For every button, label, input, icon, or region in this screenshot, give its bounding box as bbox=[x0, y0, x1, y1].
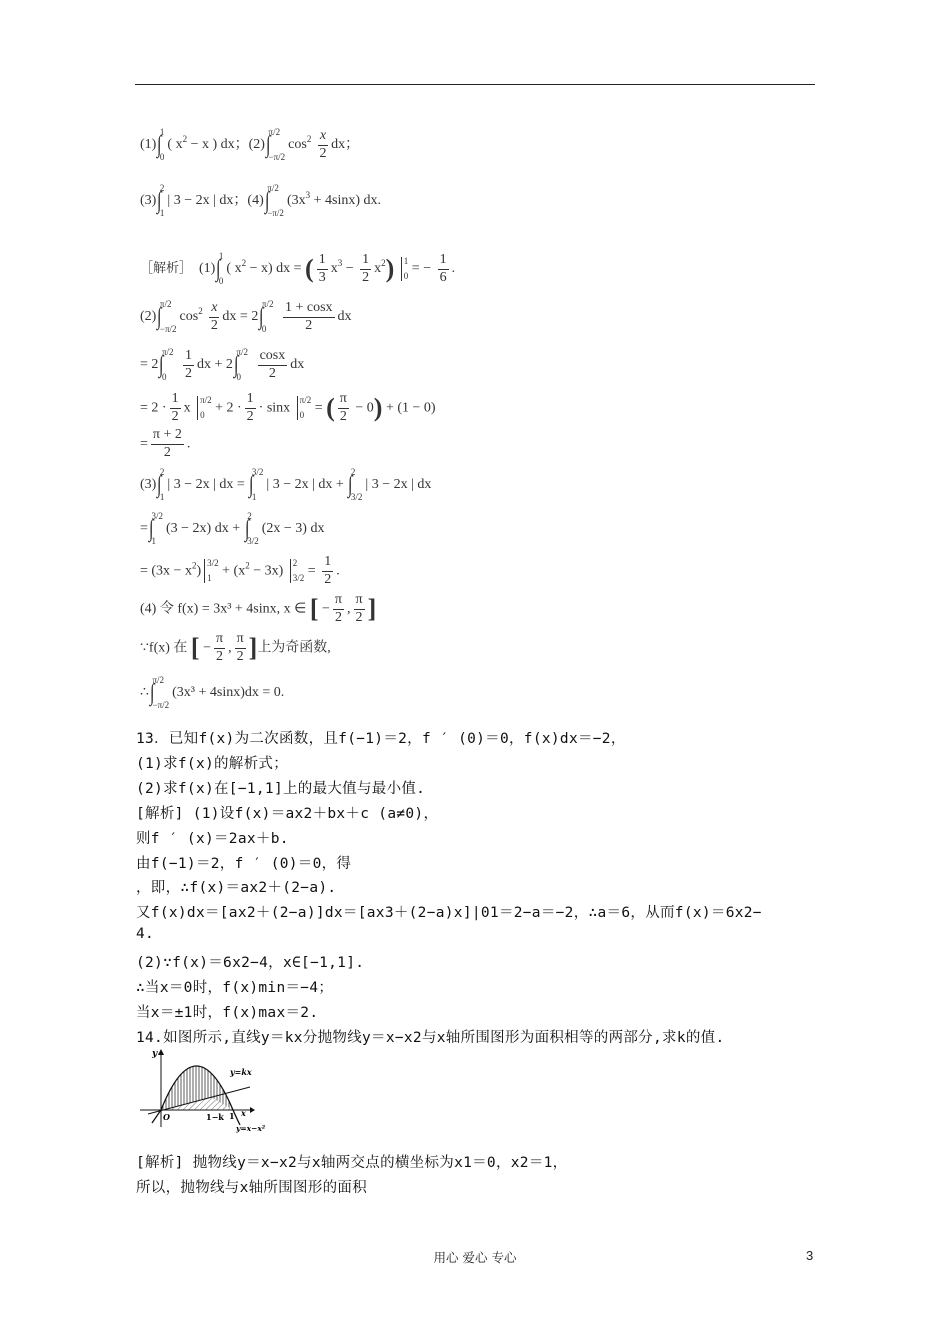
text-line: 4. bbox=[136, 926, 155, 942]
y-axis-arrow bbox=[158, 1049, 164, 1055]
x-axis-arrow bbox=[250, 1107, 255, 1113]
text-line: [解析] (1)设f(x)＝ax2＋bx＋c (a≠0)， bbox=[136, 806, 439, 822]
problem12-solution-part4-line2: ∵f(x) 在 [ − $\frac{\pi}{2}$ , $\frac{\pi}{2}$ ]上为奇函数, bbox=[140, 631, 331, 664]
problem12-question-line2: (3)∫ 2 1 | 3 − 2x | dx；(4)∫ π/2 −π/2 $(3x^3 + 4\sin x)$ dx. bbox=[140, 183, 382, 218]
fig-label-line: y=kx bbox=[230, 1067, 252, 1077]
text-line: (2)求f(x)在[−1,1]上的最大值与最小值. bbox=[136, 781, 426, 797]
problem14-solution-line1: [解析] 抛物线y＝x−x2与x轴两交点的横坐标为x1＝0，x2＝1， bbox=[136, 1155, 568, 1171]
text-line: (2)∵f(x)＝6x2−4，x∈[−1,1]. bbox=[136, 955, 365, 971]
problem12-solution-part2-line2: = 2∫ π/2 0 $\frac{1}{2}$ dx + 2∫ π/2 0 $\frac{\cos x}{2}$ dx bbox=[140, 347, 305, 382]
text-line: 则f ′ (x)＝2ax＋b. bbox=[136, 831, 289, 847]
fig-label-origin: O bbox=[163, 1112, 170, 1122]
problem12-solution-part3-line2: =∫ 3/2 1 (3 − 2x) dx + ∫ 2 3/2 (2x − 3) dx bbox=[140, 511, 325, 546]
text-line: 由f(−1)＝2，f ′ (0)＝0，得 bbox=[136, 856, 352, 872]
fig-label-y: y bbox=[152, 1049, 158, 1059]
text-line: ，即，∴f(x)＝ax2＋(2−a). bbox=[136, 880, 337, 896]
problem12-solution-part1: ［解析］ (1)∫ 1 0 ( $x^2 - x$) dx = ( $\frac{1}{3}$ $x^3$ − $\frac{1}{2}$ $x^2$) 1 0 = − $\frac{1}{6}$ . bbox=[140, 251, 456, 286]
text-line: 又f(x)dx＝[ax2＋(2−a)]dx＝[ax3＋(2−a)x]|01＝2−a＝−2，∴a＝6，从而f(x)＝6x2− bbox=[136, 905, 762, 921]
text-line: 13．已知f(x)为二次函数，且f(−1)＝2，f ′ (0)＝0，f(x)dx＝−2， bbox=[136, 731, 626, 747]
fig-label-parabola: y=x−x² bbox=[236, 1124, 266, 1133]
page-number: 3 bbox=[806, 1248, 814, 1263]
problem12-solution-part4-line3: ∴∫ π/2 −π/2 (3x³ + 4sinx)dx = 0. bbox=[140, 675, 285, 710]
fig-label-1-k: 1−k bbox=[206, 1112, 224, 1122]
problem14-question: 14.如图所示,直线y＝kx分抛物线y＝x−x2与x轴所围图形为面积相等的两部分,求k的值. bbox=[136, 1030, 725, 1046]
fig-label-1: 1 bbox=[229, 1111, 235, 1121]
problem12-solution-part2-line3: = 2 · $\frac{1}{2}$ x π/2 0 + 2 · $\frac{1}{2}$ · sinx π/2 0 = ( $\frac{\pi}{2}$ − 0) + (1 − 0) bbox=[140, 391, 436, 424]
header-rule bbox=[135, 84, 815, 85]
parabola-figure bbox=[138, 1047, 278, 1135]
problem14-solution-line2: 所以，抛物线与x轴所围图形的面积 bbox=[136, 1180, 368, 1196]
text-line: ∴当x＝0时，f(x)min＝−4； bbox=[136, 980, 334, 996]
problem12-solution-part2-line1: (2)∫ π/2 −π/2 $\cos^2$ $\frac{x}{2}$ dx = 2∫ π/2 0 $\frac{1 + \cos x}{2}$ dx bbox=[140, 299, 352, 334]
fig-label-x: x bbox=[241, 1108, 246, 1118]
problem12-solution-part4-line1: (4) 令 f(x) = 3x³ + 4sinx, x ∈ [ − $\frac{\pi}{2}$ , $\frac{\pi}{2}$ ] bbox=[140, 592, 377, 625]
text-line: (1)求f(x)的解析式； bbox=[136, 756, 289, 772]
problem12-solution-part2-line4: = $\frac{\pi + 2}{2}$ . bbox=[140, 427, 191, 460]
problem12-question-line1: (1)∫ 1 0 ( $x^2 - x$ ) dx；(2)∫ π/2 −π/2 $\cos^2$ $\frac{x}{2}$ dx； bbox=[140, 127, 360, 162]
problem12-solution-part3-line1: (3)∫ 2 1 | 3 − 2x | dx = ∫ 3/2 1 | 3 − 2x | dx + ∫ 2 3/2 | 3 − 2x | dx bbox=[140, 467, 432, 502]
text-line: 当x＝±1时，f(x)max＝2. bbox=[136, 1005, 319, 1021]
page-footer: 用心 爱心 专心 bbox=[433, 1250, 517, 1265]
problem12-solution-part3-line3: = $(3x - x^2)$ 3/2 1 + $(x^2 - 3x)$ 2 3/2 = $\frac{1}{2}$ . bbox=[140, 554, 340, 587]
